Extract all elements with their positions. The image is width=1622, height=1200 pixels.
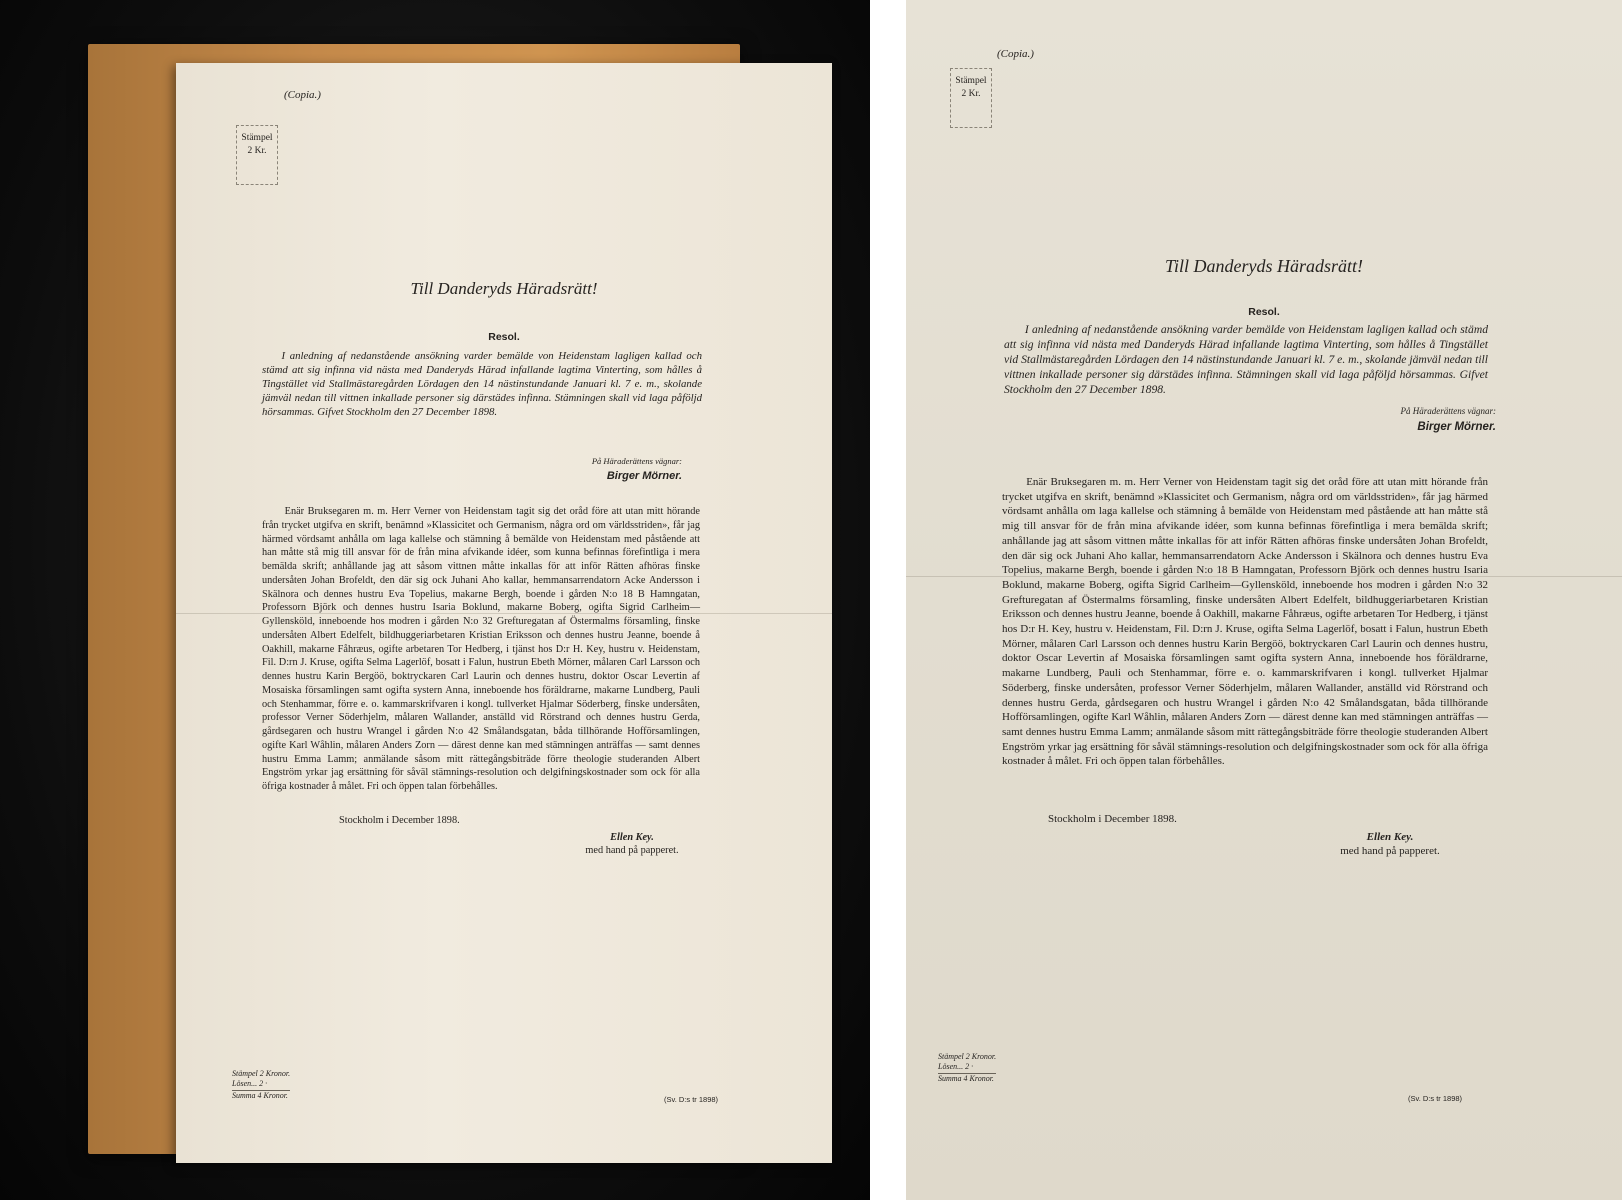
signature-note: med hand på papperet. — [585, 845, 679, 856]
left-document — [176, 63, 832, 1163]
fee-losen: Lösen... 2 · — [232, 1079, 268, 1088]
petitioner-signature-block — [544, 831, 720, 857]
copia-label: (Copia.) — [997, 48, 1034, 60]
fee-sum: Summa 4 Kronor. — [938, 1073, 996, 1084]
place-date: Stockholm i December 1898. — [1048, 813, 1177, 825]
court-signature: Birger Mörner. — [606, 470, 682, 482]
copia-label: (Copia.) — [284, 89, 321, 101]
stamp-label: Stämpel — [955, 76, 987, 86]
petitioner-signature-block — [1300, 830, 1480, 858]
document-title: Till Danderyds Häradsrätt! — [1164, 256, 1364, 276]
court-signature: Birger Mörner. — [1417, 421, 1496, 433]
right-document — [906, 0, 1622, 1200]
petition-text: Enär Bruksegaren m. m. Herr Verner von Heidenstam tagit sig det oråd före att utan mitt hörande från trycket utgifva en skrift, benämnd »Klassicitet och Germanism, några ord om världsstriden», får jag härmed vördsamt anhålla om laga kallelse och stämning å bemälde von Heidenstam med påstående att han måtte stå mig till ansvar för de från mina afvikande idéer, som kunna befinnas förefintliga i mera bemälda skrift; anhållande jag att såsom vittnen måtte inkallas för att inför Rätten afhöras finske undersåten Johan Brofeldt, den där sig ock Juhani Aho kallar, hemmansarrendatorn Acke Andersson i Skälnora och dennes hustru Eva Topelius, makarne Bergh, boende i gården N:o 18 B Hamngatan, Professorn Björk och dennes hustru Isaria Boklund, makarne Boberg, ogifta Sigrid Carlheim—Gyllensköld, inneboende hos modren i gården N:o 32 Grefturegatan af Östermalms församling, finske undersåten Albert Edelfelt, bildhuggeriarbetaren Kristian Eriksson och dennes hustru Jeanne, boende å Oakhill, makarne Fåhræus, ogifte arbetaren Tor Hedberg, i tjänst hos D:r H. Key, hustru v. Heidenstam, Fil. D:rn J. Kruse, ogifta Selma Lagerlöf, bosatt i Falun, hustrun Ebeth Mörner, målaren Carl Larsson och dennes hustru Karin Bergöö, boktryckaren Carl Laurin och dennes hustru, doktor Oscar Levertin af Mosaiska församlingen samt ogifta systern Anna, inneboende hos föräldrarne, makarne Lundberg, Pauli och Stenhammar, förre e. o. kammarskrifvaren i kongl. tullverket Hjalmar Söderberg, finske undersåten, professor Verner Söderhjelm, målaren Wallander, anställd vid Rörstrand och dennes hustru Gerda, gårdsegaren och hustru Wrangel i gården N:o 42 Smålandsgatan, båda tillhörande Hofförsamlingen, ogifte Karl Wåhlin, målaren Anders Zorn — därest denne kan med stämningen anträffas — samt dennes hustru Emma Lamm; anmälande såsom mitt rättegångsbiträde förre theologie studeranden Albert Engström yrkar jag ersättning för såväl stämnings-resolution och delgifningskostnader som ock för alla öfriga kostnader å målet. Fri och öppen talan förbehålles. — [1002, 476, 1488, 768]
stamp-value: 2 Kr. — [247, 146, 267, 156]
stamp-label: Stämpel — [241, 133, 273, 143]
printer-mark: (Sv. D:s tr 1898) — [1408, 1094, 1463, 1103]
petition-text: Enär Bruksegaren m. m. Herr Verner von Heidenstam tagit sig det oråd före att utan mitt hörande från trycket utgifva en skrift, benämnd »Klassicitet och Germanism, några ord om världsstriden», får jag härmed vördsamt anhålla om laga kallelse och stämning å bemälde von Heidenstam med påstående att han måtte stå mig till ansvar för de från mina afvikande idéer, som kunna befinnas förefintliga i mera bemälda skrift; anhållande jag att såsom vittnen måtte inkallas för att inför Rätten afhöras finske undersåten Johan Brofeldt, den där sig ock Juhani Aho kallar, hemmansarrendatorn Acke Andersson i Skälnora och dennes hustru Eva Topelius, makarne Bergh, boende i gården N:o 18 B Hamngatan, Professorn Björk och dennes hustru Isaria Boklund, makarne Boberg, ogifta Sigrid Carlheim—Gyllensköld, inneboende hos modren i gården N:o 32 Grefturegatan af Östermalms församling, finske undersåten Albert Edelfelt, bildhuggeriarbetaren Kristian Eriksson och dennes hustru Jeanne, boende å Oakhill, makarne Fåhræus, ogifte arbetaren Tor Hedberg, i tjänst hos D:r H. Key, hustru v. Heidenstam, Fil. D:rn J. Kruse, ogifta Selma Lagerlöf, bosatt i Falun, hustrun Ebeth Mörner, målaren Carl Larsson och dennes hustru Karin Bergöö, boktryckaren Carl Laurin och dennes hustru, doktor Oscar Levertin af Mosaiska församlingen samt ogifta systern Anna, inneboende hos föräldrarne, makarne Lundberg, Pauli och Stenhammar, förre e. o. kammarskrifvaren i kongl. tullverket Hjalmar Söderberg, finske undersåten, professor Verner Söderhjelm, målaren Wallander, anställd vid Rörstrand och dennes hustru Gerda, gårdsegaren och hustru Wrangel i gården N:o 42 Smålandsgatan, båda tillhörande Hofförsamlingen, ogifte Karl Wåhlin, målaren Anders Zorn — därest denne kan med stämningen anträffas — samt dennes hustru Emma Lamm; anmälande såsom mitt rättegångsbiträde förre theologie studeranden Albert Engström yrkar jag ersättning för såväl stämnings-resolution och delgifningskostnader som ock för alla öfriga kostnader å målet. Fri och öppen talan förbehålles. — [262, 506, 700, 792]
fee-stamp: Stämpel 2 Kronor. — [938, 1052, 997, 1061]
resol-heading: Resol. — [488, 331, 520, 343]
fee-sum: Summa 4 Kronor. — [232, 1090, 290, 1101]
stamp-box — [950, 68, 992, 128]
stamp-box — [236, 125, 278, 185]
on-behalf-line: På Häraderättens vägnar: — [1400, 406, 1496, 416]
printer-mark: (Sv. D:s tr 1898) — [664, 1095, 719, 1104]
place-date: Stockholm i December 1898. — [339, 815, 460, 826]
document-title: Till Danderyds Häradsrätt! — [410, 279, 598, 298]
fee-note — [938, 1052, 996, 1084]
resol-heading: Resol. — [1248, 306, 1280, 318]
signature-note: med hand på papperet. — [1340, 845, 1440, 857]
fee-stamp: Stämpel 2 Kronor. — [232, 1069, 291, 1078]
resolution-text: I anledning af nedanstående ansökning varder bemälde von Heidenstam lagligen kallad och stämd att sig infinna vid nästa med Danderyds Härad infallande lagtima Vinterting, som hålles å Tingstället vid Stallmästaregården Lördagen den 14 nästinstundande Januari kl. 7 e. m., skolande jämväl nedan till vittnen inkallade personer sig därstädes infinna. Stämningen skall vid laga påföljd hörsammas. Gifvet Stockholm den 27 December 1898. — [262, 350, 702, 419]
fee-losen: Lösen... 2 · — [938, 1062, 974, 1071]
on-behalf-line: På Häraderättens vägnar: — [591, 456, 682, 466]
stamp-value: 2 Kr. — [961, 89, 981, 99]
petitioner-signature: Ellen Key. — [1366, 831, 1414, 843]
petitioner-signature: Ellen Key. — [610, 832, 654, 843]
resolution-text: I anledning af nedanstående ansökning varder bemälde von Heidenstam lagligen kallad och stämd att sig infinna vid nästa med Danderyds Härad infallande lagtima Vinterting, som hålles å Tingstället vid Stallmästaregården Lördagen den 14 nästinstundande Januari kl. 7 e. m., skolande jämväl nedan till vittnen inkallade personer sig därstädes infinna. Stämningen skall vid laga påföljd hörsammas. Gifvet Stockholm den 27 December 1898. — [1004, 323, 1488, 396]
fee-note — [232, 1069, 290, 1101]
